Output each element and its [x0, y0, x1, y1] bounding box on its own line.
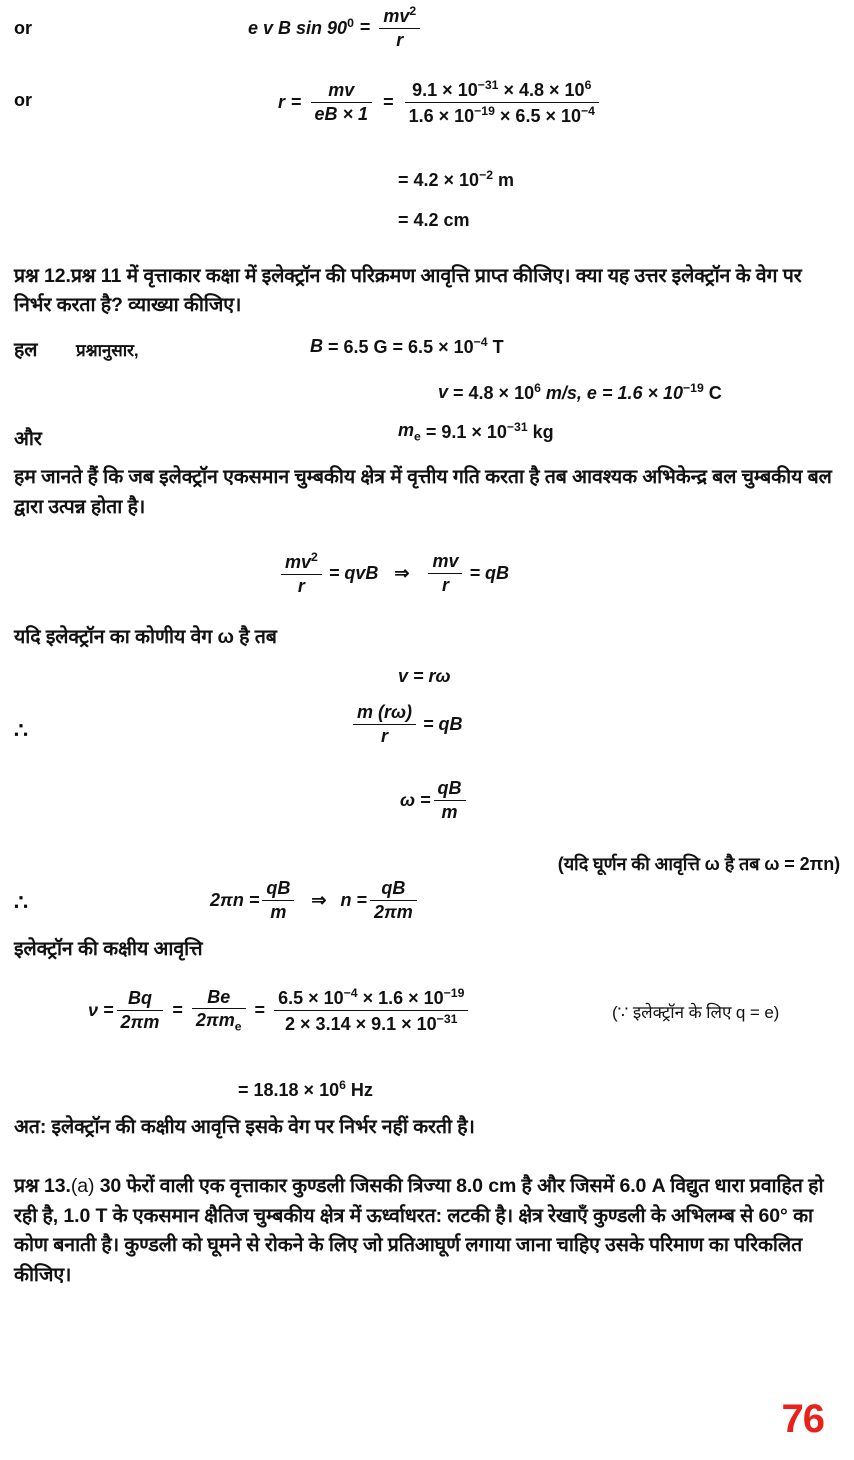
given-label: प्रश्नानुसार,	[76, 341, 139, 360]
equation-9	[210, 878, 420, 922]
therefore-symbol-1: ∴	[14, 718, 28, 743]
equation-8	[400, 778, 469, 822]
eq-v-rhs: = $4.8 \times 10^6$ m/s, $e = 1.6 \times 10^{-19}$ C	[453, 381, 722, 403]
question-13-label: प्रश्न 13.	[14, 1175, 71, 1197]
question-13-part: (a)	[70, 1175, 95, 1197]
eq-B-lhs: B	[310, 336, 323, 356]
and-label: और	[14, 428, 42, 450]
eq-v-lhs: v	[438, 382, 449, 402]
eq5-rhs-1: = qvB	[328, 562, 379, 583]
equation-m	[398, 420, 554, 444]
equation-5	[278, 550, 509, 596]
page-number: 76	[781, 1397, 824, 1441]
eq5-arrow: ⇒	[394, 562, 410, 583]
eq7-fraction: $\frac{m (r\omega)}{r}$	[353, 702, 416, 746]
eq-m-lhs: $m_e$	[398, 420, 421, 444]
eq1-equals: =	[359, 16, 371, 37]
eq10-lhs: ν =	[88, 999, 114, 1020]
question-12-text: प्रश्न 11 में वृत्ताकार कक्षा में इलेक्ट्रॉन की परिक्रमण आवृत्ति प्राप्त कीजिए। क्या यह उत्तर इलेक्ट्रॉन के वेग पर निर्भर करता है? व्याख्या कीजिए।	[14, 265, 802, 317]
eq10-fraction-1: $\frac{Bq}{2\pi m}$	[117, 988, 164, 1032]
note-1: (यदि घूर्णन की आवृत्ति ω है तब ω = 2πn)	[557, 854, 840, 874]
paragraph-1: हम जानते हैं कि जब इलेक्ट्रॉन एकसमान चुम्बकीय क्षेत्र में वृत्तीय गति करता है तब आवश्यक अभिकेन्द्र बल चुम्बकीय बल द्वारा उत्पन्न होता है।	[14, 466, 832, 519]
paragraph-2: यदि इलेक्ट्रॉन का कोणीय वेग ω है तब	[14, 626, 277, 648]
or-label-2: or	[14, 90, 32, 110]
eq7-rhs: = qB	[423, 713, 463, 734]
note-2: (∵ इलेक्ट्रॉन के लिए q = e)	[612, 1003, 780, 1022]
equation-6: v = rω	[398, 666, 451, 686]
question-13	[14, 1172, 840, 1291]
eq9-fraction-2: $\frac{qB}{2\pi m}$	[370, 878, 417, 922]
eq10-equals-2: =	[254, 999, 266, 1020]
eq9-arrow: ⇒	[311, 889, 327, 910]
eq5-fraction-2: $\frac{mv}{r}$	[428, 551, 462, 595]
therefore-symbol-2: ∴	[14, 890, 28, 915]
question-12-label: प्रश्न 12.	[14, 265, 71, 287]
eq10-equals-1: =	[172, 999, 183, 1020]
eq2-fraction-2: $\frac{9.1 \times 10^{-31} \times 4.8 \times 10^6}{1.6 \times 10^{-19} \times 6.5 \times 10^{-4}}$	[405, 78, 599, 126]
eq10-fraction-2: $\frac{Be}{2\pi m_e}$	[192, 987, 246, 1034]
equation-11: = $18.18 \times 10^6$ Hz	[238, 1078, 373, 1100]
equation-2	[278, 78, 602, 126]
eq9-fraction-1: $\frac{qB}{m}$	[262, 878, 294, 922]
eq8-fraction: $\frac{qB}{m}$	[434, 778, 466, 822]
eq5-fraction-1: $\frac{mv^2}{r}$	[281, 550, 322, 596]
equation-v	[438, 381, 722, 404]
eq-m-rhs: = $9.1 \times 10^{-31}$ kg	[425, 420, 554, 443]
equation-1	[248, 4, 423, 50]
eq8-lhs: ω =	[400, 789, 431, 810]
paragraph-4: अत: इलेक्ट्रॉन की कक्षीय आवृत्ति इसके वेग पर निर्भर नहीं करती है।	[14, 1116, 475, 1138]
eq2-equals-1: =	[291, 91, 302, 112]
equation-4: = 4.2 cm	[398, 210, 470, 230]
paragraph-3: इलेक्ट्रॉन की कक्षीय आवृत्ति	[14, 938, 203, 960]
question-12	[14, 262, 840, 321]
eq1-lhs: e v B $\sin 90^0$	[248, 15, 354, 38]
eq1-fraction: $\frac{mv^2}{r}$	[379, 4, 420, 50]
solution-label: हल	[14, 339, 38, 361]
or-label-1: or	[14, 18, 32, 38]
equation-3: = $4.2 \times 10^{-2}$ m	[398, 168, 515, 190]
eq2-equals-2: =	[383, 91, 394, 112]
eq9-lhs: 2πn =	[210, 889, 260, 910]
eq2-fraction-1: $\frac{mv}{eB \times 1}$	[311, 80, 373, 124]
equation-7	[350, 702, 463, 746]
eq9-rhs: n =	[340, 889, 367, 910]
equation-10	[88, 986, 471, 1034]
eq2-lhs: r	[278, 91, 286, 112]
question-13-text: 30 फेरों वाली एक वृत्ताकार कुण्डली जिसकी त्रिज्या 8.0 cm है और जिसमें 6.0 A विद्युत धारा प्रवाहित हो रही है, 1.0 T के एकसमान क्षैतिज चुम्बकीय क्षेत्र में ऊर्ध्वाधरत: लटकी है। क्षेत्र रेखाएँ कुण्डली के अभिलम्ब से 60° का कोण बनाती है। कुण्डली को घूमने से रोकने के लिए जो प्रतिआघूर्ण लगाया जाना चाहिए उसके परिमाण का परिकलित कीजिए।	[14, 1175, 824, 1286]
eq5-rhs-2: = qB	[469, 562, 509, 583]
eq10-fraction-3: $\frac{6.5 \times 10^{-4} \times 1.6 \times 10^{-19}}{2 \times 3.14 \times 9.1 \times 10^{-31}}$	[274, 986, 468, 1034]
equation-B	[310, 335, 504, 358]
eq-B-rhs: = 6.5 $G = 6.5 \times 10^{-4}$ T	[328, 335, 504, 357]
